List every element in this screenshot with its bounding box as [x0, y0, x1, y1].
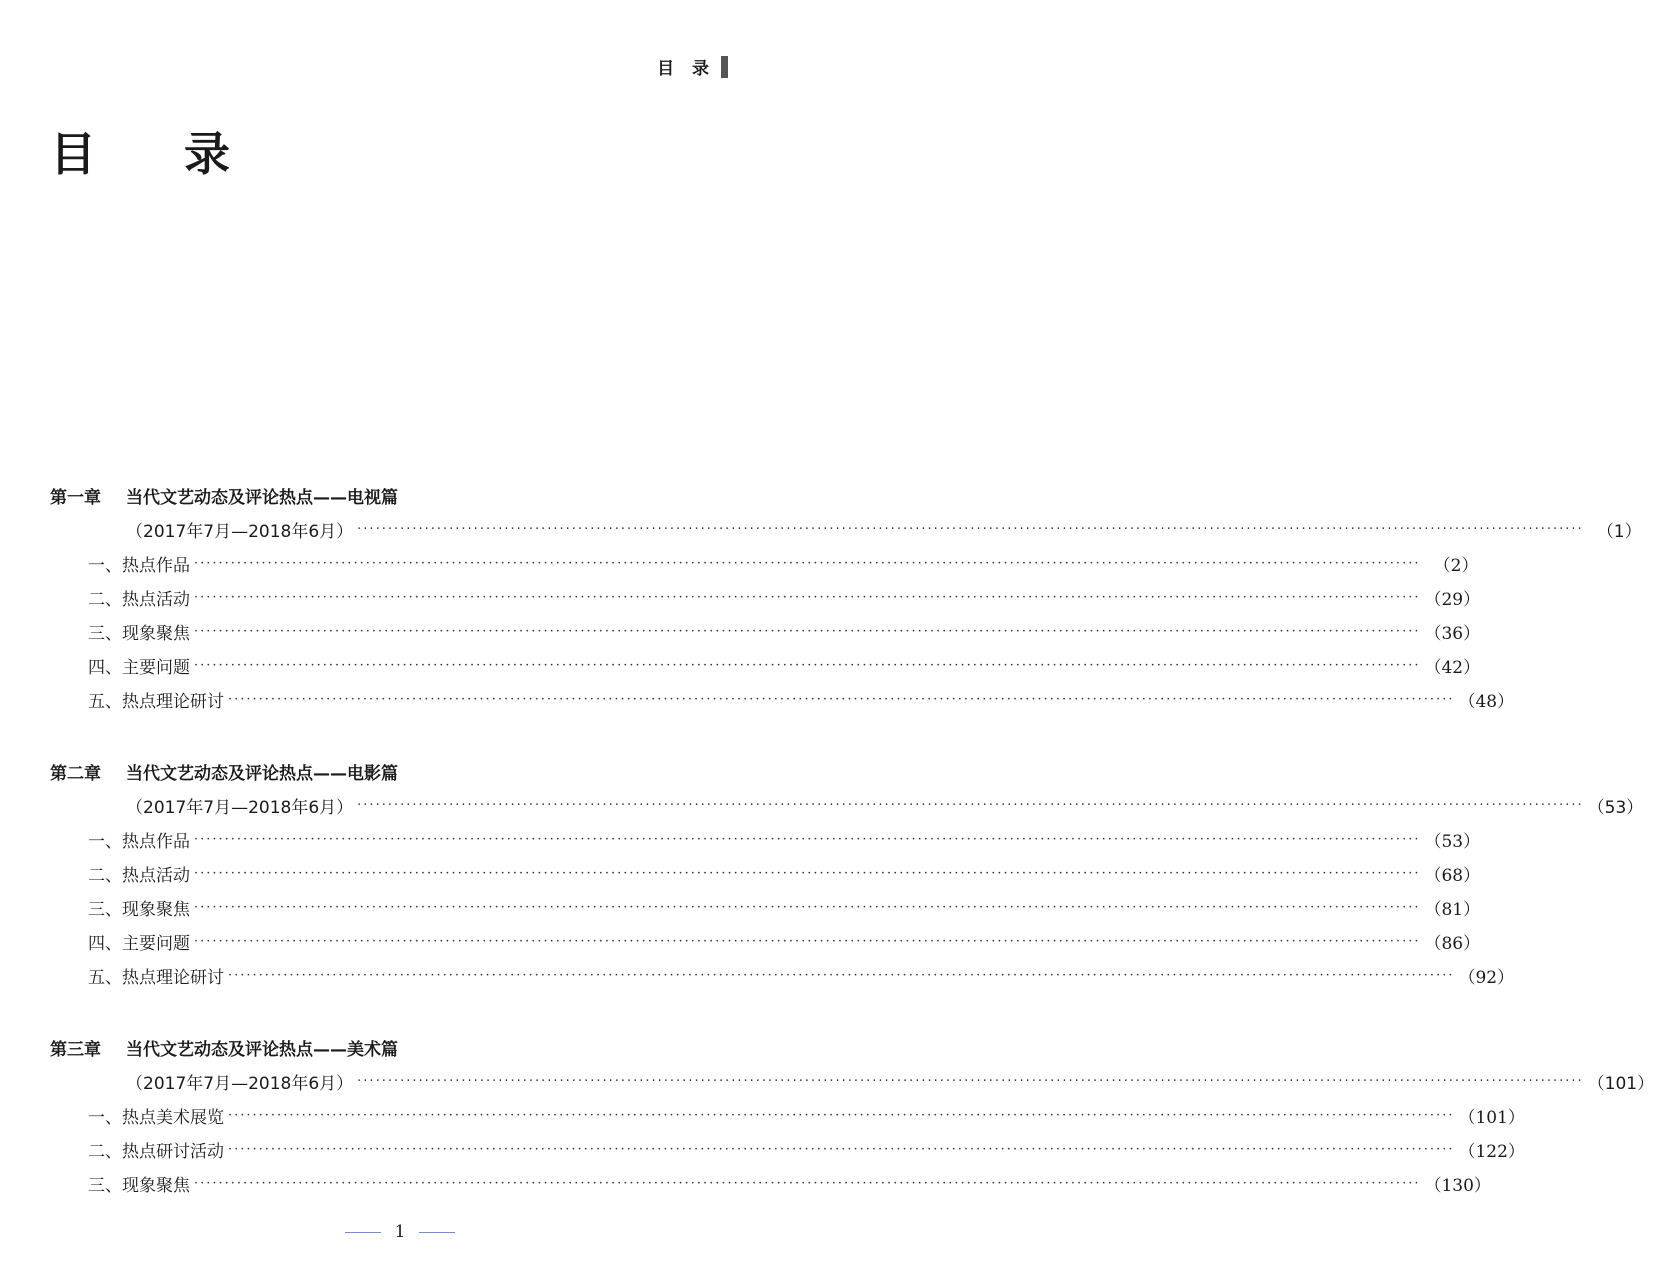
chapter-number: 第三章 — [50, 1039, 101, 1060]
chapter-heading[interactable] — [50, 754, 724, 788]
footer-rule-right — [419, 1232, 455, 1233]
page-ref: （101） — [1458, 1107, 1525, 1128]
section-label: 热点美术展览 — [122, 1107, 224, 1128]
chapter-title: 当代文艺动态及评论热点——美术篇 — [126, 1039, 398, 1060]
toc-entry[interactable] — [50, 682, 1515, 716]
page-title: 目 录 — [50, 127, 267, 181]
dot-leader: ········································································································································································································ — [194, 1175, 1421, 1191]
section-label: 现象聚焦 — [122, 1175, 190, 1196]
running-head-bar — [721, 56, 728, 78]
chapter-title: 当代文艺动态及评论热点——电视篇 — [126, 487, 398, 508]
toc-entry[interactable] — [50, 890, 1481, 924]
page-ref: （101） — [1587, 1073, 1654, 1094]
toc-entry[interactable] — [50, 614, 1481, 648]
toc-entry[interactable] — [50, 958, 1515, 992]
dot-leader: ········································································································································································································ — [194, 865, 1421, 881]
page-ref: （92） — [1458, 967, 1515, 988]
dot-leader: ········································································································································································································ — [228, 1107, 1455, 1123]
section-number: 一、 — [88, 555, 122, 576]
page-ref: （53） — [1424, 831, 1481, 852]
toc-entry[interactable] — [50, 1132, 1525, 1166]
page-footer — [0, 1222, 800, 1242]
dot-leader: ········································································································································································································ — [228, 967, 1455, 983]
running-head-text: 目 录 — [657, 59, 715, 79]
page-ref: （130） — [1424, 1175, 1491, 1196]
running-head — [657, 54, 728, 79]
footer-rule-left — [345, 1232, 381, 1233]
toc-entry[interactable] — [50, 580, 1481, 614]
section-label: 热点活动 — [122, 589, 190, 610]
section-number: 二、 — [88, 589, 122, 610]
section-number: 五、 — [88, 691, 122, 712]
section-label: 热点活动 — [122, 865, 190, 886]
chapter-2 — [50, 754, 1644, 992]
chapter-title: 当代文艺动态及评论热点——电影篇 — [126, 763, 398, 784]
toc-entry-period[interactable] — [50, 512, 1642, 546]
dot-leader: ········································································································································································································ — [357, 1073, 1584, 1089]
section-number: 三、 — [88, 899, 122, 920]
page-number: 1 — [394, 1222, 406, 1242]
section-label: 主要问题 — [122, 933, 190, 954]
toc-entry[interactable] — [50, 546, 1479, 580]
section-label: 主要问题 — [122, 657, 190, 678]
toc-entry[interactable] — [50, 856, 1481, 890]
section-number: 四、 — [88, 933, 122, 954]
period-label: （2017年7月—2018年6月） — [126, 797, 354, 818]
page-ref: （42） — [1424, 657, 1481, 678]
section-label: 热点研讨活动 — [122, 1141, 224, 1162]
chapter-heading[interactable] — [50, 478, 724, 512]
section-label: 热点理论研讨 — [122, 967, 224, 988]
page-ref: （86） — [1424, 933, 1481, 954]
chapter-number: 第一章 — [50, 487, 101, 508]
section-number: 五、 — [88, 967, 122, 988]
dot-leader: ········································································································································································································ — [194, 623, 1421, 639]
page-ref: （48） — [1458, 691, 1515, 712]
page-ref: （1） — [1596, 521, 1642, 542]
dot-leader: ········································································································································································································ — [228, 1141, 1455, 1157]
dot-leader: ········································································································································································································ — [357, 797, 1584, 813]
section-number: 四、 — [88, 657, 122, 678]
toc-entry[interactable] — [50, 822, 1481, 856]
section-number: 二、 — [88, 865, 122, 886]
dot-leader: ········································································································································································································ — [357, 521, 1584, 537]
chapter-1 — [50, 478, 1642, 716]
page-ref: （2） — [1433, 555, 1479, 576]
toc-entry[interactable] — [50, 1166, 1491, 1200]
toc-entry[interactable] — [50, 924, 1481, 958]
table-of-contents — [50, 478, 1654, 1238]
page-ref: （122） — [1458, 1141, 1525, 1162]
section-label: 热点作品 — [122, 555, 190, 576]
page-ref: （81） — [1424, 899, 1481, 920]
page-ref: （29） — [1424, 589, 1481, 610]
dot-leader: ········································································································································································································ — [194, 555, 1421, 571]
chapter-number: 第二章 — [50, 763, 101, 784]
dot-leader: ········································································································································································································ — [194, 899, 1421, 915]
section-number: 一、 — [88, 1107, 122, 1128]
section-label: 热点理论研讨 — [122, 691, 224, 712]
section-number: 三、 — [88, 1175, 122, 1196]
chapter-heading[interactable] — [50, 1030, 724, 1064]
chapter-3 — [50, 1030, 1654, 1200]
dot-leader: ········································································································································································································ — [194, 657, 1421, 673]
period-label: （2017年7月—2018年6月） — [126, 521, 354, 542]
section-number: 三、 — [88, 623, 122, 644]
dot-leader: ········································································································································································································ — [228, 691, 1455, 707]
period-label: （2017年7月—2018年6月） — [126, 1073, 354, 1094]
section-number: 一、 — [88, 831, 122, 852]
section-number: 二、 — [88, 1141, 122, 1162]
page-ref: （36） — [1424, 623, 1481, 644]
section-label: 现象聚焦 — [122, 623, 190, 644]
toc-entry-period[interactable] — [50, 1064, 1654, 1098]
page-ref: （68） — [1424, 865, 1481, 886]
page-ref: （53） — [1587, 797, 1644, 818]
dot-leader: ········································································································································································································ — [194, 933, 1421, 949]
toc-entry[interactable] — [50, 1098, 1525, 1132]
toc-entry[interactable] — [50, 648, 1481, 682]
toc-entry-period[interactable] — [50, 788, 1644, 822]
section-label: 现象聚焦 — [122, 899, 190, 920]
dot-leader: ········································································································································································································ — [194, 831, 1421, 847]
section-label: 热点作品 — [122, 831, 190, 852]
dot-leader: ········································································································································································································ — [194, 589, 1421, 605]
